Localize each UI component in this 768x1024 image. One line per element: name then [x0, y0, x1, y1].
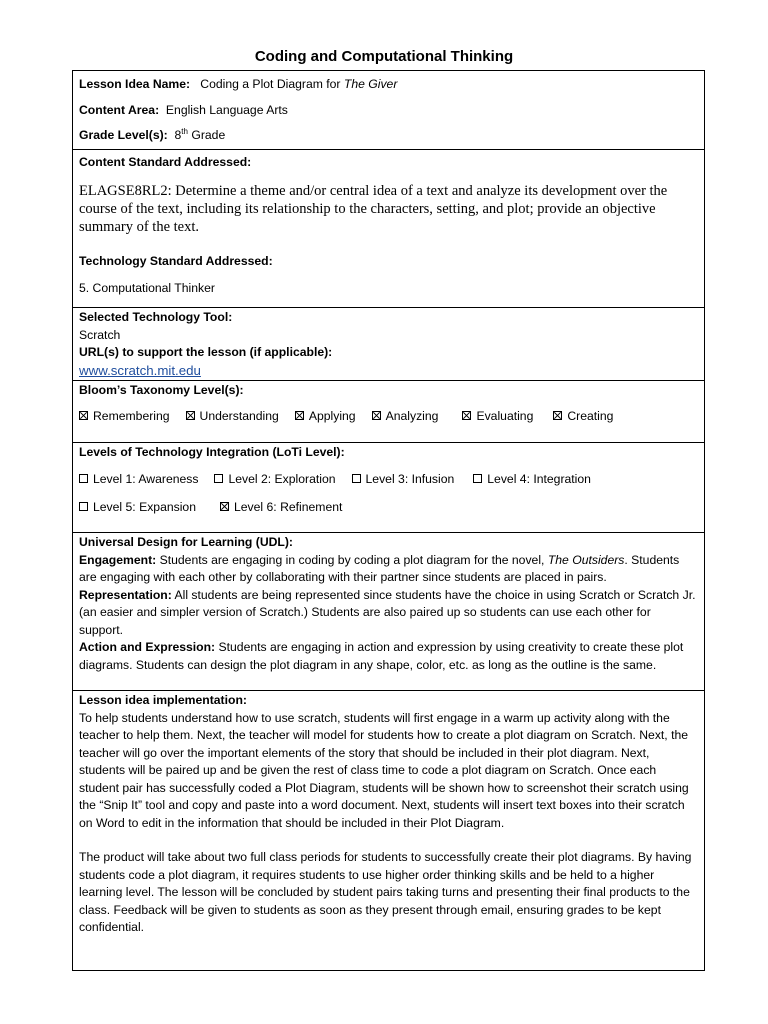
implementation-section	[73, 691, 704, 970]
loti-level4-checkbox[interactable]	[473, 472, 591, 486]
grade-level-label: Grade Level(s):	[79, 128, 168, 142]
checked-box-icon	[220, 502, 229, 511]
tech-standard-value: 5. Computational Thinker	[79, 281, 215, 295]
loti-level5-label: Level 5: Expansion	[93, 499, 196, 514]
udl-engagement-paragraph	[79, 552, 698, 587]
action-label: Action and Expression:	[79, 640, 216, 654]
content-standard-label: Content Standard Addressed:	[79, 155, 252, 169]
engagement-text-a: Students are engaging in coding by coding a plot diagram for the novel,	[156, 552, 548, 567]
lesson-name-line	[79, 76, 698, 94]
loti-level4-label: Level 4: Integration	[487, 471, 591, 486]
loti-row-1	[79, 470, 698, 488]
bloom-applying-checkbox[interactable]	[295, 409, 356, 423]
content-area-value: English Language Arts	[165, 102, 288, 117]
loti-label: Levels of Technology Integration (LoTi Level):	[79, 445, 345, 459]
grade-level-value: 8	[174, 128, 182, 142]
grade-level-word: Grade	[191, 128, 226, 142]
implementation-paragraph-2: The product will take about two full class periods for students to successfully create their plot diagrams. By having students code a plot diagram, it requires students to use higher order thinking skills and be held to a higher learning level. The lesson will be concluded by student pairs taking turns and presenting their final products to the class. Feedback will be given to students as soon as they present through email, ensuring grades to be kept confidential.	[79, 850, 692, 934]
action-text: Students are engaging in action and expression by using creativity to create these plot diagrams. Students can design the plot diagram in any shape, color, etc. as long as the outline is the same.	[79, 640, 684, 672]
standards-section	[73, 150, 704, 308]
lesson-name-italic: The Giver	[343, 77, 398, 91]
tech-standard-label: Technology Standard Addressed:	[79, 253, 273, 268]
empty-box-icon	[352, 474, 361, 483]
loti-section	[73, 443, 704, 533]
bloom-section	[73, 381, 704, 443]
engagement-text-b: . Students are engaging with each other by collaborating with their partner since students are placed in pairs.	[79, 552, 680, 584]
content-area-line	[79, 102, 698, 120]
checked-box-icon	[553, 411, 562, 420]
loti-level3-label: Level 3: Infusion	[365, 471, 455, 486]
bloom-understanding-label: Understanding	[199, 408, 279, 423]
empty-box-icon	[79, 474, 88, 483]
engagement-label: Engagement:	[79, 552, 157, 567]
bloom-understanding-checkbox[interactable]	[186, 409, 279, 423]
bloom-applying-label: Applying	[308, 408, 356, 423]
loti-row-2	[79, 498, 698, 516]
loti-level6-label: Level 6: Refinement	[234, 499, 343, 514]
lesson-name-value: Coding a Plot Diagram for	[200, 77, 344, 91]
loti-level3-checkbox[interactable]	[352, 472, 455, 486]
content-standard-text: ELAGSE8RL2: Determine a theme and/or central idea of a text and analyze its development over the course of the text, including its relationship to the characters, setting, and plot; provide an objective summary of the text.	[79, 182, 668, 235]
loti-level6-checkbox[interactable]	[220, 500, 342, 514]
tool-section	[73, 308, 704, 381]
grade-level-line	[79, 127, 698, 145]
bloom-analyzing-label: Analyzing	[385, 408, 439, 423]
loti-level5-checkbox[interactable]	[79, 500, 196, 514]
empty-box-icon	[214, 474, 223, 483]
checked-box-icon	[79, 411, 88, 420]
loti-level1-checkbox[interactable]	[79, 472, 198, 486]
lesson-name-label: Lesson Idea Name:	[79, 77, 191, 91]
tool-label: Selected Technology Tool:	[79, 310, 233, 324]
representation-label: Representation:	[79, 587, 172, 602]
lesson-plan-table	[72, 70, 705, 971]
udl-section	[73, 533, 704, 691]
engagement-italic: The Outsiders	[547, 552, 625, 567]
empty-box-icon	[473, 474, 482, 483]
implementation-label: Lesson idea implementation:	[79, 693, 247, 707]
bloom-remembering-label: Remembering	[93, 408, 170, 423]
bloom-creating-label: Creating	[567, 408, 614, 423]
checked-box-icon	[186, 411, 195, 420]
bloom-label: Bloom’s Taxonomy Level(s):	[79, 383, 244, 397]
checked-box-icon	[295, 411, 304, 420]
udl-representation-paragraph	[79, 587, 698, 640]
tool-value: Scratch	[79, 327, 121, 342]
loti-level2-label: Level 2: Exploration	[228, 471, 336, 486]
grade-level-suffix: th	[181, 126, 188, 136]
checked-box-icon	[462, 411, 471, 420]
document-title: Coding and Computational Thinking	[254, 48, 514, 65]
empty-box-icon	[79, 502, 88, 511]
loti-level2-checkbox[interactable]	[214, 472, 335, 486]
bloom-checkbox-row	[79, 407, 698, 425]
bloom-remembering-checkbox[interactable]	[79, 409, 170, 423]
scratch-url-link[interactable]: www.scratch.mit.edu	[79, 362, 201, 378]
lesson-info-section	[73, 71, 704, 150]
bloom-evaluating-checkbox[interactable]	[462, 409, 533, 423]
content-area-label: Content Area:	[79, 102, 160, 117]
udl-action-paragraph	[79, 639, 698, 674]
loti-level1-label: Level 1: Awareness	[93, 471, 199, 486]
representation-text: All students are being represented since students have the choice in using Scratch or Scratch Jr. (an easier and simpler version of Scratch.) Students are also paired up so students can use each other for support.	[79, 587, 696, 637]
bloom-creating-checkbox[interactable]	[553, 409, 613, 423]
implementation-paragraph-1: To help students understand how to use scratch, students will first engage in a warm up activity along with the teacher to help them. Next, the teacher will model for students how to create a plot diagram on Scratch. Next, the teacher will go over the important elements of the story that should be included in their plot diagram. Next, students will be paired up and be given the rest of class time to code a plot diagram on Scratch. Once each student pair has successfully coded a Plot Diagram, students will be shown how to screenshot their scratch using the “Snip It” tool and copy and paste into a word document. Next, students will insert text boxes into their scratch on Word to edit in the information that should be included in their Plot Diagram.	[79, 710, 689, 830]
bloom-analyzing-checkbox[interactable]	[372, 409, 439, 423]
udl-label: Universal Design for Learning (UDL):	[79, 535, 293, 549]
bloom-evaluating-label: Evaluating	[476, 408, 534, 423]
checked-box-icon	[372, 411, 381, 420]
url-label: URL(s) to support the lesson (if applicable):	[79, 345, 333, 359]
